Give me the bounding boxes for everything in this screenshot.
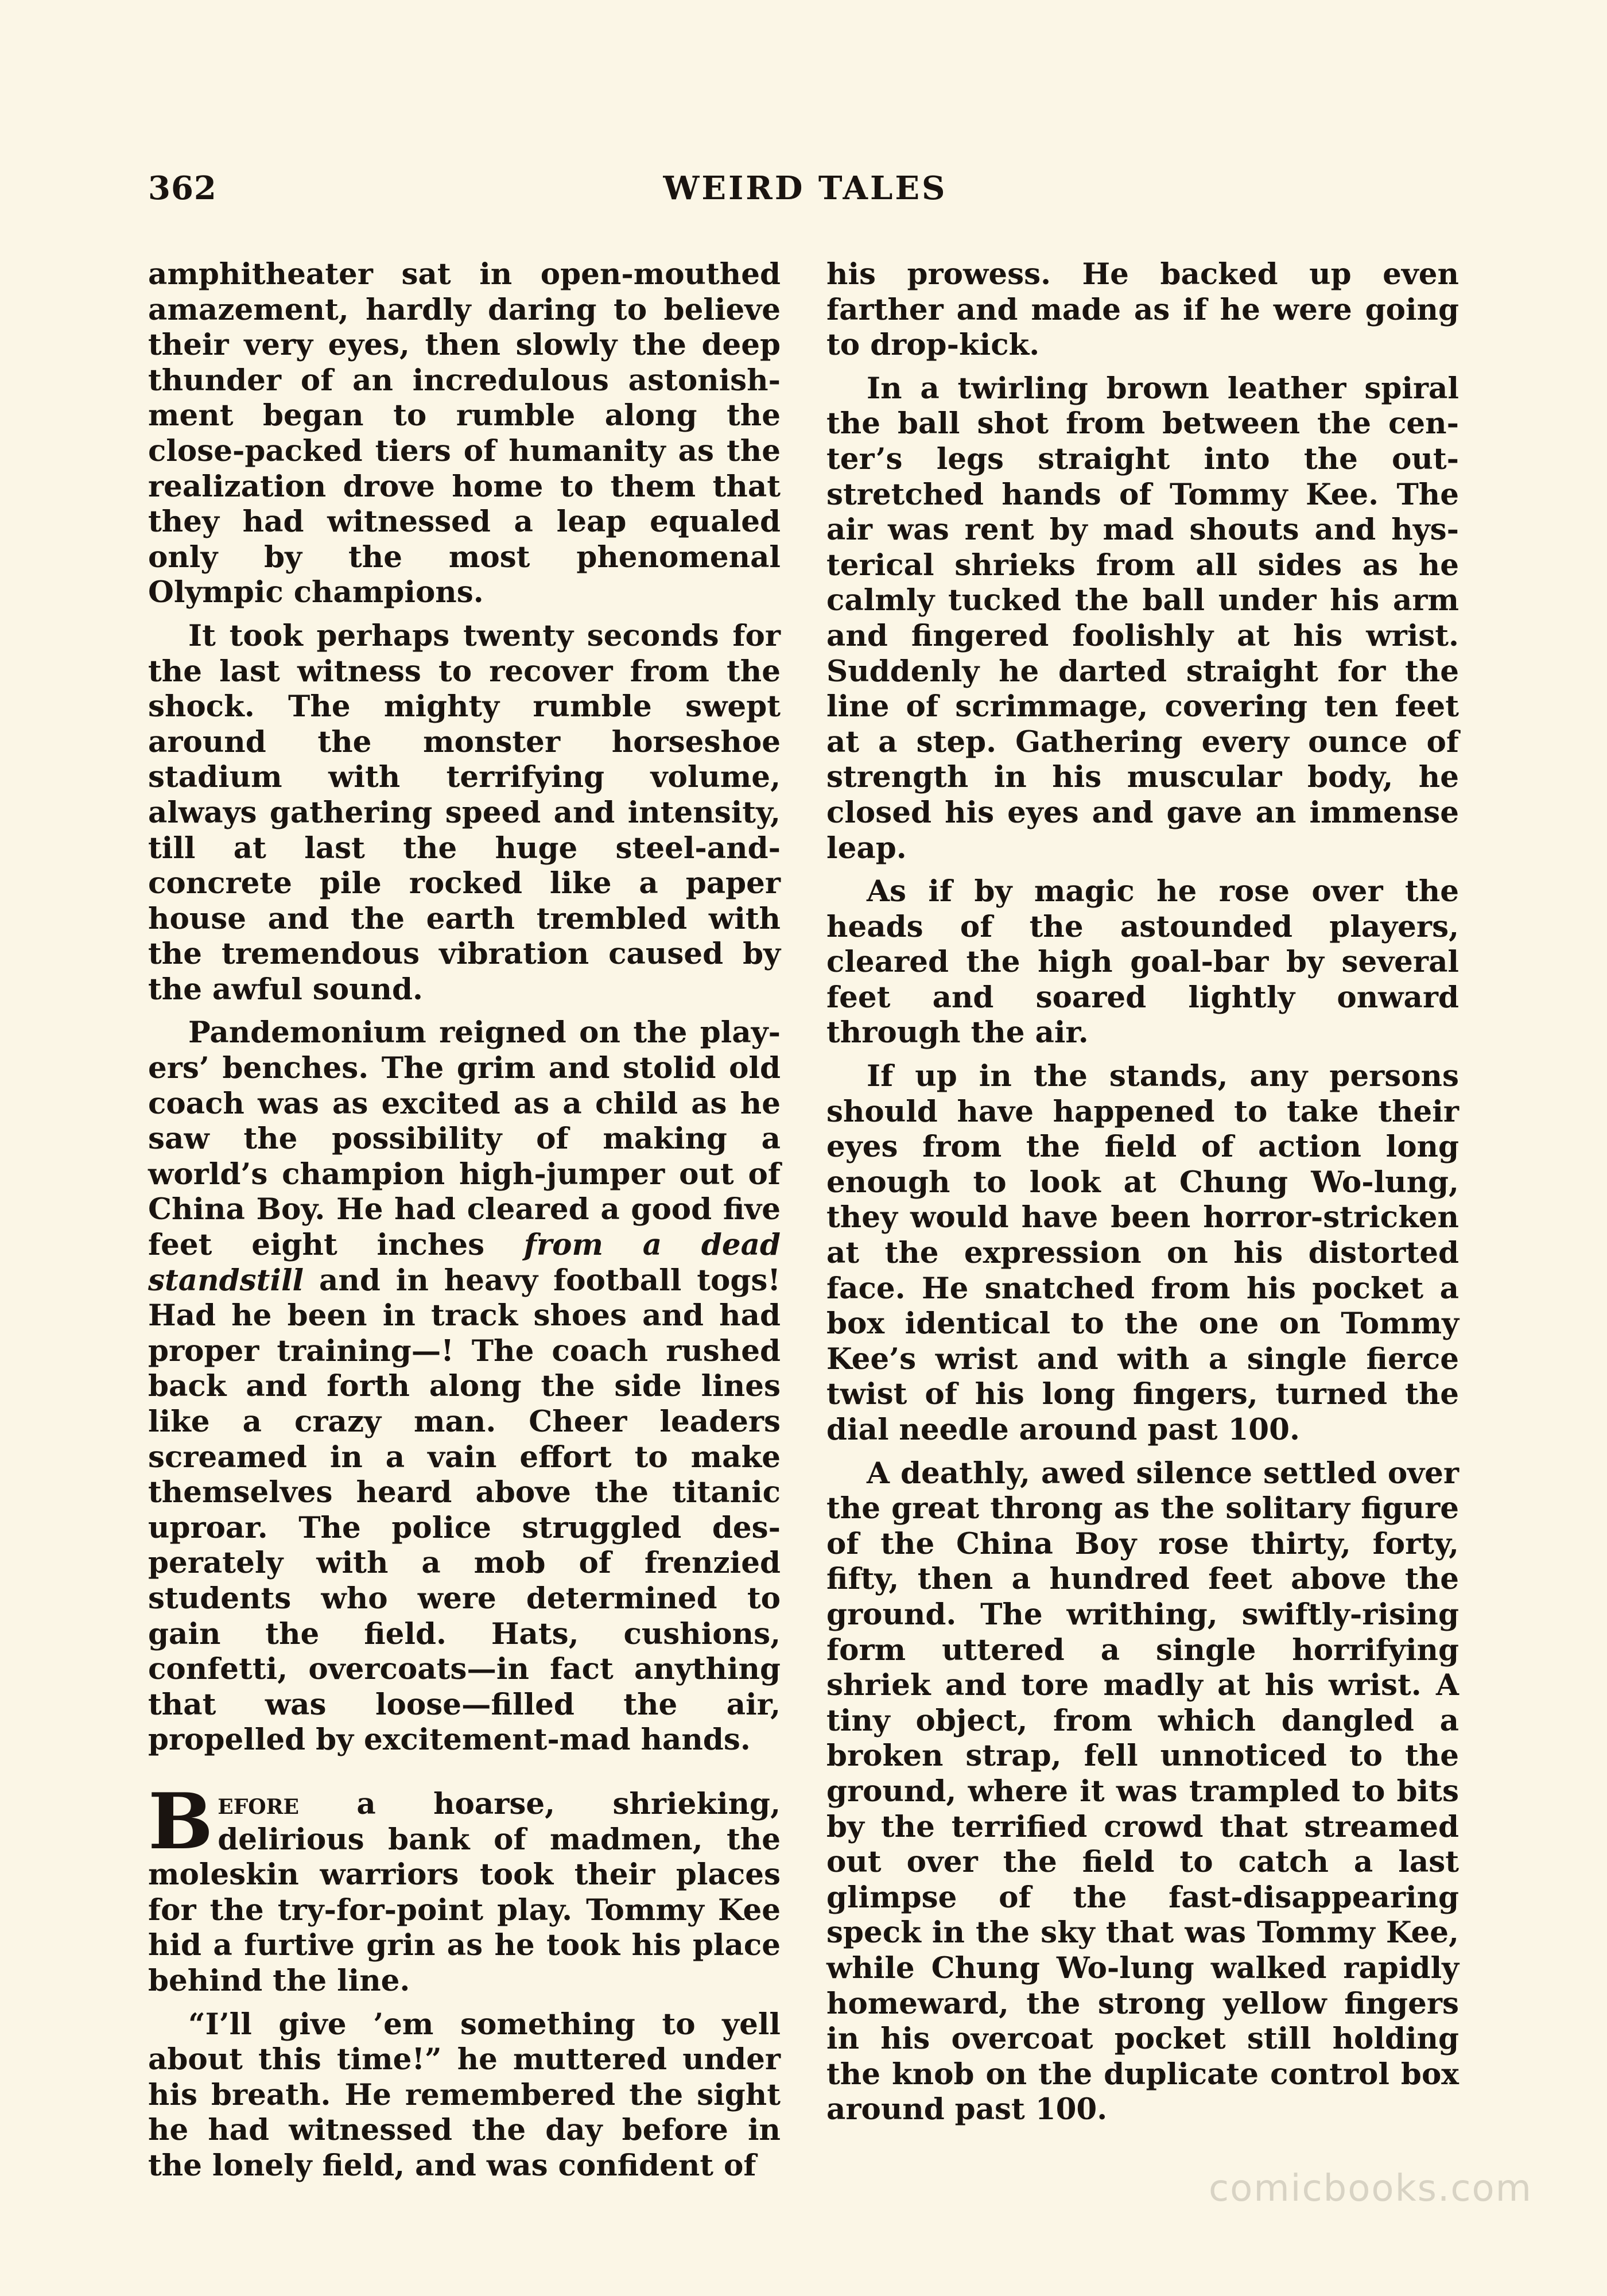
- watermark: comicbooks.com: [1208, 2167, 1532, 2210]
- left-column: [148, 257, 781, 2192]
- paragraph: It took perhaps twenty seconds for the last witness to recover from the shock. The mighty rumble swept around the monster horseshoe stadium with terrifying volume, always gathering speed and intensity, till at last the huge steel-and-concrete pile rocked like a paper house and the earth trembled with the tremendous vibration caused by the awful sound.: [148, 618, 781, 1007]
- paragraph-text: and in heavy football togs! Had he been in track shoes and had proper training—! The coach rushed back and forth along the side lines like a crazy man. Cheer leaders screamed in a vain effort to make themselves heard above the titanic uproar. The police struggled desperately with a mob of frenzied students who were determined to gain the field. Hats, cushions, confetti, overcoats—in fact anything that was loose—filled the air, propelled by excitement-mad hands.: [148, 1263, 781, 1758]
- paragraph: If up in the stands, any persons should have happened to take their eyes from the field of action long enough to look at Chung Wo-lung, they would have been horror-stricken at the expression on his distorted face. He snatched from his pocket a box identical to the one on Tommy Kee’s wrist and with a single fierce twist of his long fingers, turned the dial needle around past 100.: [826, 1059, 1459, 1447]
- page-number: 362: [148, 169, 217, 207]
- paragraph-text: a hoarse, shrieking, delirious bank of madmen, the moleskin warriors took their places for the try-for-point play. Tommy Kee hid a furtive grin as he took his place behind the line.: [148, 1786, 781, 1998]
- small-caps-lead: efore: [218, 1786, 299, 1821]
- paragraph: As if by magic he rose over the heads of the astounded players, cleared the high goal-bar by several feet and soared lightly onward through the air.: [826, 874, 1459, 1050]
- right-column: [826, 257, 1459, 2136]
- paragraph: amphitheater sat in open-mouthed amazement, hardly daring to believe their very eyes, then slowly the deep thunder of an incredulous astonishment began to rumble along the close-packed tiers of humanity as the realization drove home to them that they had witnessed a leap equaled only by the most phenomenal Olympic champions.: [148, 257, 781, 610]
- paragraph-text: Pandemonium reigned on the players’ benches. The grim and stolid old coach was as excited as a child as he saw the possibility of making a world’s champion high-jumper out of China Boy. He had cleared a good five feet eight inches: [148, 1015, 781, 1263]
- running-title: WEIRD TALES: [663, 169, 948, 207]
- page-header: [148, 169, 1462, 215]
- section-start-paragraph: [148, 1775, 781, 1999]
- paragraph: his prowess. He backed up even farther and made as if he were going to drop-kick.: [826, 257, 1459, 363]
- paragraph: “I’ll give ’em something to yell about this time!” he muttered under his breath. He remembered the sight he had witnessed the day before in the lonely field, and was confident of: [148, 2007, 781, 2183]
- italic-phrase: from a dead standstill: [148, 1228, 781, 1298]
- paragraph: A deathly, awed silence settled over the great throng as the solitary figure of the China Boy rose thirty, forty, fifty, then a hundred feet above the ground. The writhing, swiftly-rising form uttered a single horrifying shriek and tore madly at his wrist. A tiny object, from which dangled a broken strap, fell unnoticed to the ground, where it was trampled to bits by the terrified crowd that streamed out over the field to catch a last glimpse of the fast-disappearing speck in the sky that was Tommy Kee, while Chung Wo-lung walked rapidly homeward, the strong yellow fingers in his overcoat pocket still holding the knob on the duplicate control box around past 100.: [826, 1456, 1459, 2127]
- drop-cap: B: [148, 1775, 214, 1867]
- paragraph: In a twirling brown leather spiral the ball shot from between the center’s legs straight into the outstretched hands of Tommy Kee. The air was rent by mad shouts and hysterical shrieks from all sides as he calmly tucked the ball under his arm and fingered foolishly at his wrist. Suddenly he darted straight for the line of scrimmage, covering ten feet at a step. Gathering every ounce of strength in his muscular body, he closed his eyes and gave an immense leap.: [826, 371, 1459, 866]
- paragraph: [148, 1015, 781, 1758]
